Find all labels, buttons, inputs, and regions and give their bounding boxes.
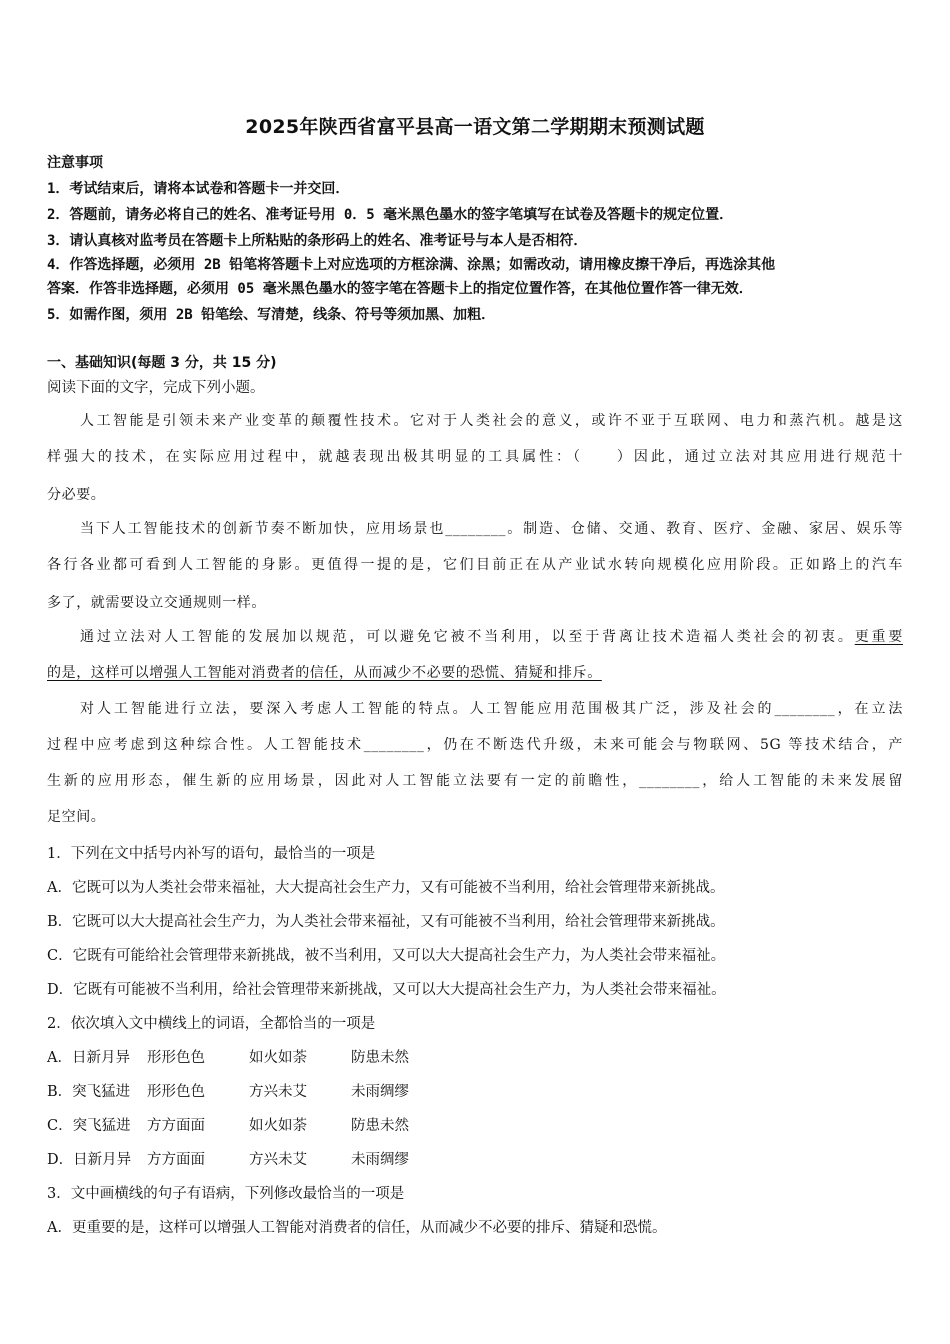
answer-option[interactable] [47,1114,903,1135]
section-intro: 阅读下面的文字，完成下列小题。 [47,380,265,396]
passage-line: 样强大的技术，在实际应用过程中，就越表现出极其明显的工具属性：（ ）因此，通过立法对其应用进行规范十 [47,449,903,465]
option-word: 防患未然 [351,1050,409,1066]
notice-item: 5．如需作图，须用 2B 铅笔绘、写清楚，线条、符号等须加黑、加粗． [47,307,496,323]
answer-option[interactable]: A．更重要的是，这样可以增强人工智能对消费者的信任，从而减少不必要的排斥、猜疑和恐慌。 [47,1220,667,1236]
passage-line: 当下人工智能技术的创新节奏不断加快，应用场景也________。制造、仓储、交通、教育、医疗、金融、家居、娱乐等 [80,521,903,537]
passage-line: 多了，就需要设立交通规则一样。 [47,595,266,611]
passage-text: 通过立法对人工智能的发展加以规范，可以避免它被不当利用，以至于背离让技术造福人类社会的初衷。 [80,629,855,645]
page-title: 2025年陕西省富平县高一语文第二学期期末预测试题 [245,116,705,138]
option-word: 方兴未艾 [249,1084,307,1100]
passage-line: 对人工智能进行立法，要深入考虑人工智能的特点。人工智能应用范围极其广泛，涉及社会的________，在立法 [80,701,903,717]
option-word: A．日新月异 [47,1050,130,1066]
passage-line: 人工智能是引领未来产业变革的颠覆性技术。它对于人类社会的意义，或许不亚于互联网、电力和蒸汽机。越是这 [80,413,903,429]
option-word: 未雨绸缪 [351,1084,409,1100]
passage-line: 各行各业都可看到人工智能的身影。更值得一提的是，它们目前正在从产业试水转向规模化应用阶段。正如路上的汽车 [47,557,903,573]
underlined-sentence: 的是，这样可以增强人工智能对消费者的信任，从而减少不必要的恐慌、猜疑和排斥。 [47,665,602,681]
option-word: B．突飞猛进 [47,1084,131,1100]
option-word: 防患未然 [351,1118,409,1134]
answer-option[interactable]: B．它既可以大大提高社会生产力，为人类社会带来福祉，又有可能被不当利用，给社会管理带来新挑战。 [47,914,725,930]
notice-item: 答案．作答非选择题，必须用 05 毫米黑色墨水的签字笔在答题卡上的指定位置作答，在其他位置作答一律无效． [47,281,753,297]
notice-item: 3．请认真核对监考员在答题卡上所粘贴的条形码上的姓名、准考证号与本人是否相符． [47,233,588,249]
option-word: C．突飞猛进 [47,1118,131,1134]
option-word: 未雨绸缪 [351,1152,409,1168]
notice-item: 1．考试结束后，请将本试卷和答题卡一并交回． [47,181,350,197]
question-stem: 2．依次填入文中横线上的词语，全都恰当的一项是 [47,1016,376,1032]
notice-heading: 注意事项 [47,155,103,171]
option-word: 形形色色 [147,1050,205,1066]
option-word: 方方面面 [147,1152,205,1168]
question-stem: 3．文中画横线的句子有语病，下列修改最恰当的一项是 [47,1186,405,1202]
passage-line: 足空间。 [47,809,106,825]
notice-item: 2．答题前，请务必将自己的姓名、准考证号用 0．5 毫米黑色墨水的签字笔填写在试卷及答题卡的规定位置． [47,207,734,223]
underlined-sentence: 更重要 [854,629,903,645]
answer-option[interactable]: C．它既有可能给社会管理带来新挑战，被不当利用，又可以大大提高社会生产力，为人类社会带来福祉。 [47,948,726,964]
answer-option[interactable]: D．它既有可能被不当利用，给社会管理带来新挑战，又可以大大提高社会生产力，为人类社会带来福祉。 [47,982,726,998]
passage-line: 过程中应考虑到这种综合性。人工智能技术________，仍在不断迭代升级，未来可能会与物联网、5G 等技术结合，产 [47,737,903,753]
option-word: 如火如荼 [249,1050,307,1066]
answer-option[interactable]: A．它既可以为人类社会带来福祉，大大提高社会生产力，又有可能被不当利用，给社会管理带来新挑战。 [47,880,725,896]
option-word: 形形色色 [147,1084,205,1100]
answer-option[interactable] [47,1046,903,1067]
passage-line [80,626,903,646]
option-word: 方兴未艾 [249,1152,307,1168]
passage-line: 分必要。 [47,487,106,503]
notice-item: 4．作答选择题，必须用 2B 铅笔将答题卡上对应选项的方框涂满、涂黑；如需改动，请用橡皮擦干净后，再选涂其他 [47,257,776,273]
option-word: D．日新月异 [47,1152,132,1168]
question-stem: 1．下列在文中括号内补写的语句，最恰当的一项是 [47,846,376,862]
section-heading: 一、基础知识(每题 3 分，共 15 分) [47,355,277,371]
answer-option[interactable] [47,1080,903,1101]
answer-option[interactable] [47,1148,903,1169]
option-word: 如火如荼 [249,1118,307,1134]
option-word: 方方面面 [147,1118,205,1134]
passage-line: 生新的应用形态，催生新的应用场景，因此对人工智能立法要有一定的前瞻性，________，给人工智能的未来发展留 [47,773,903,789]
